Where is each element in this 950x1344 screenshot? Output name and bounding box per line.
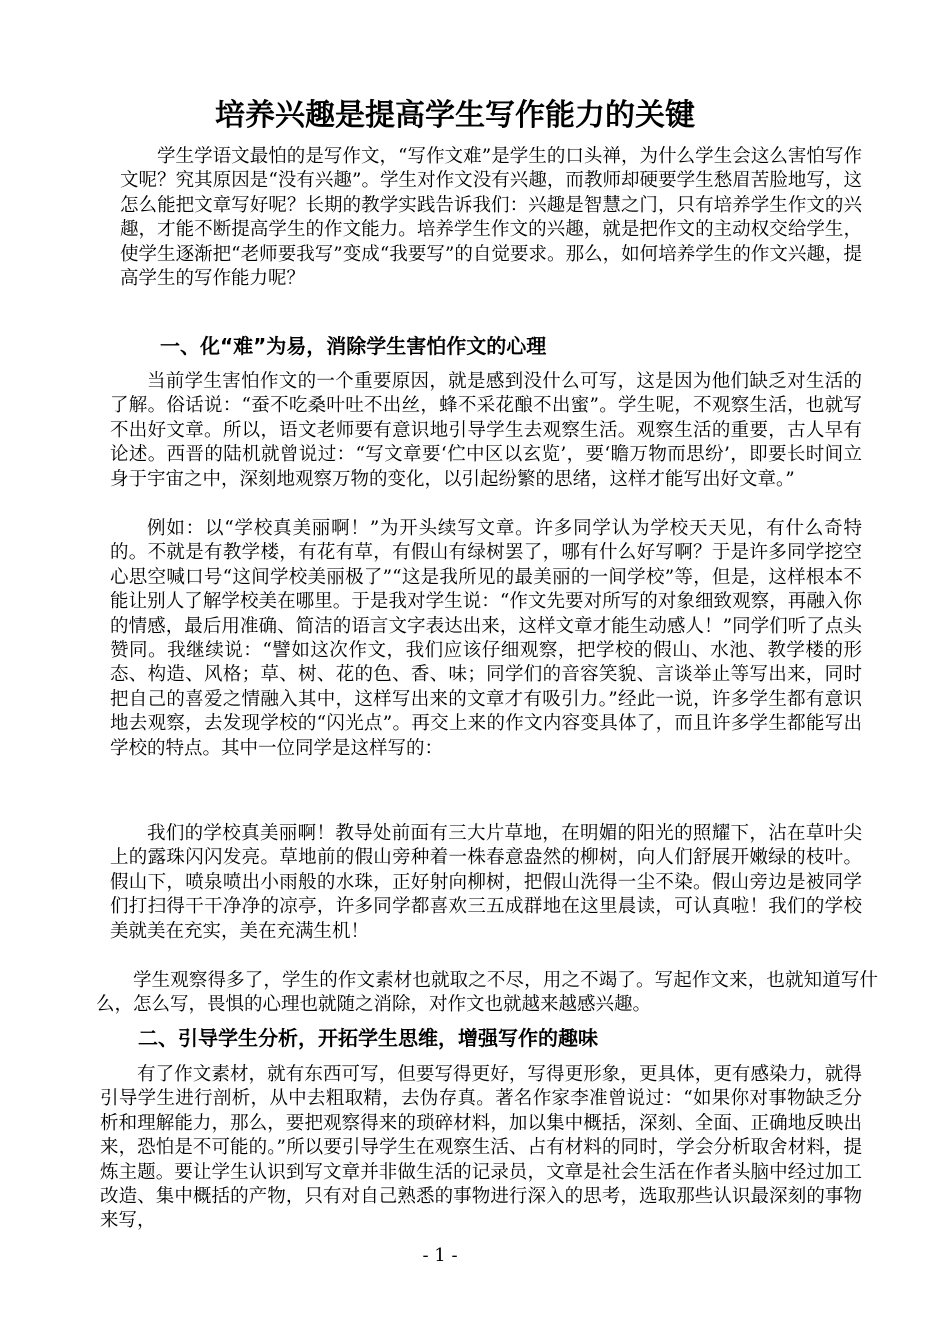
- document-title: 培养兴趣是提高学生写作能力的关键: [215, 98, 695, 133]
- section-2-heading: 二、引导学生分析，开拓学生思维，增强写作的趣味: [138, 1026, 598, 1050]
- intro-paragraph: 学生学语文最怕的是写作文，“写作文难”是学生的口头禅，为什么学生会这么害怕写作文呢？究其原因是“没有兴趣”。学生对作文没有兴趣，而教师却硬要学生愁眉苦脸地写，这怎么能把文章写好呢？长期的教学实践告诉我们：兴趣是智慧之门，只有培养学生作文的兴趣，才能不断提高学生的作文能力。培养学生作文的兴趣，就是把作文的主动权交给学生，使学生逐渐把“老师要我写”变成“我要写”的自觉要求。那么，如何培养学生的作文兴趣，提高学生的写作能力呢？: [120, 146, 862, 290]
- section-1-paragraph-4: 学生观察得多了，学生的作文素材也就取之不尽，用之不竭了。写起作文来，也就知道写什么，怎么写，畏惧的心理也就随之消除，对作文也就越来越感兴趣。: [96, 970, 878, 1016]
- section-1-paragraph-3: 我们的学校真美丽啊！教导处前面有三大片草地，在明媚的阳光的照耀下，沾在草叶尖上的露珠闪闪发亮。草地前的假山旁种着一株春意盎然的柳树，向人们舒展开嫩绿的枝叶。假山下，喷泉喷出小雨般的水珠，正好射向柳树，把假山洗得一尘不染。假山旁边是被同学们打扫得干干净净的凉亭，许多同学都喜欢三五成群地在这里晨读，可认真啦！我们的学校美就美在充实，美在充满生机！: [110, 823, 862, 942]
- section-1-paragraph-1: 当前学生害怕作文的一个重要原因，就是感到没什么可写，这是因为他们缺乏对生活的了解。俗话说：“蚕不吃桑叶吐不出丝，蜂不采花酿不出蜜”。学生呢，不观察生活，也就写不出好文章。所以，语文老师要有意识地引导学生去观察生活。观察生活的重要，古人早有论述。西晋的陆机就曾说过：“写文章要‘伫中区以玄览’，要‘瞻万物而思纷’，即要长时间立身于宇宙之中，深刻地观察万物的变化，以引起纷繁的思绪，这样才能写出好文章。”: [110, 371, 862, 490]
- page-number: - 1 -: [422, 1245, 458, 1266]
- section-1-paragraph-2: 例如：以“学校真美丽啊！”为开头续写文章。许多同学认为学校天天见，有什么奇特的。不就是有教学楼，有花有草，有假山有绿树罢了，哪有什么好写啊？于是许多同学挖空心思空喊口号“这间学校美丽极了”“这是我所见的最美丽的一间学校”等，但是，这样根本不能让别人了解学校美在哪里。于是我对学生说：“作文先要对所写的对象细致观察，再融入你的情感，最后用准确、简洁的语言文字表达出来，这样文章才能生动感人！”同学们听了点头赞同。我继续说：“譬如这次作文，我们应该仔细观察，把学校的假山、水池、教学楼的形态、构造、风格；草、树、花的色、香、味；同学们的音容笑貌、言谈举止等写出来，同时把自己的喜爱之情融入其中，这样写出来的文章才有吸引力。”经此一说，许多学生都有意识地去观察，去发现学校的“闪光点”。再交上来的作文内容变具体了，而且许多学生都能写出学校的特点。其中一位同学是这样写的：: [110, 518, 862, 759]
- section-2-paragraph-1: 有了作文素材，就有东西可写，但要写得更好，写得更形象，更具体，更有感染力，就得引导学生进行剖析，从中去粗取精，去伪存真。著名作家李准曾说过：“如果你对事物缺乏分析和理解能力，那么，要把观察得来的琐碎材料，加以集中概括，深刻、全面、正确地反映出来，恐怕是不可能的。”所以要引导学生在观察生活、占有材料的同时，学会分析取舍材料，提炼主题。要让学生认识到写文章并非做生活的记录员，文章是社会生活在作者头脑中经过加工改造、集中概括的产物，只有对自己熟悉的事物进行深入的思考，选取那些认识最深刻的事物来写，: [100, 1064, 862, 1232]
- section-1-heading: 一、化“难”为易，消除学生害怕作文的心理: [160, 334, 547, 358]
